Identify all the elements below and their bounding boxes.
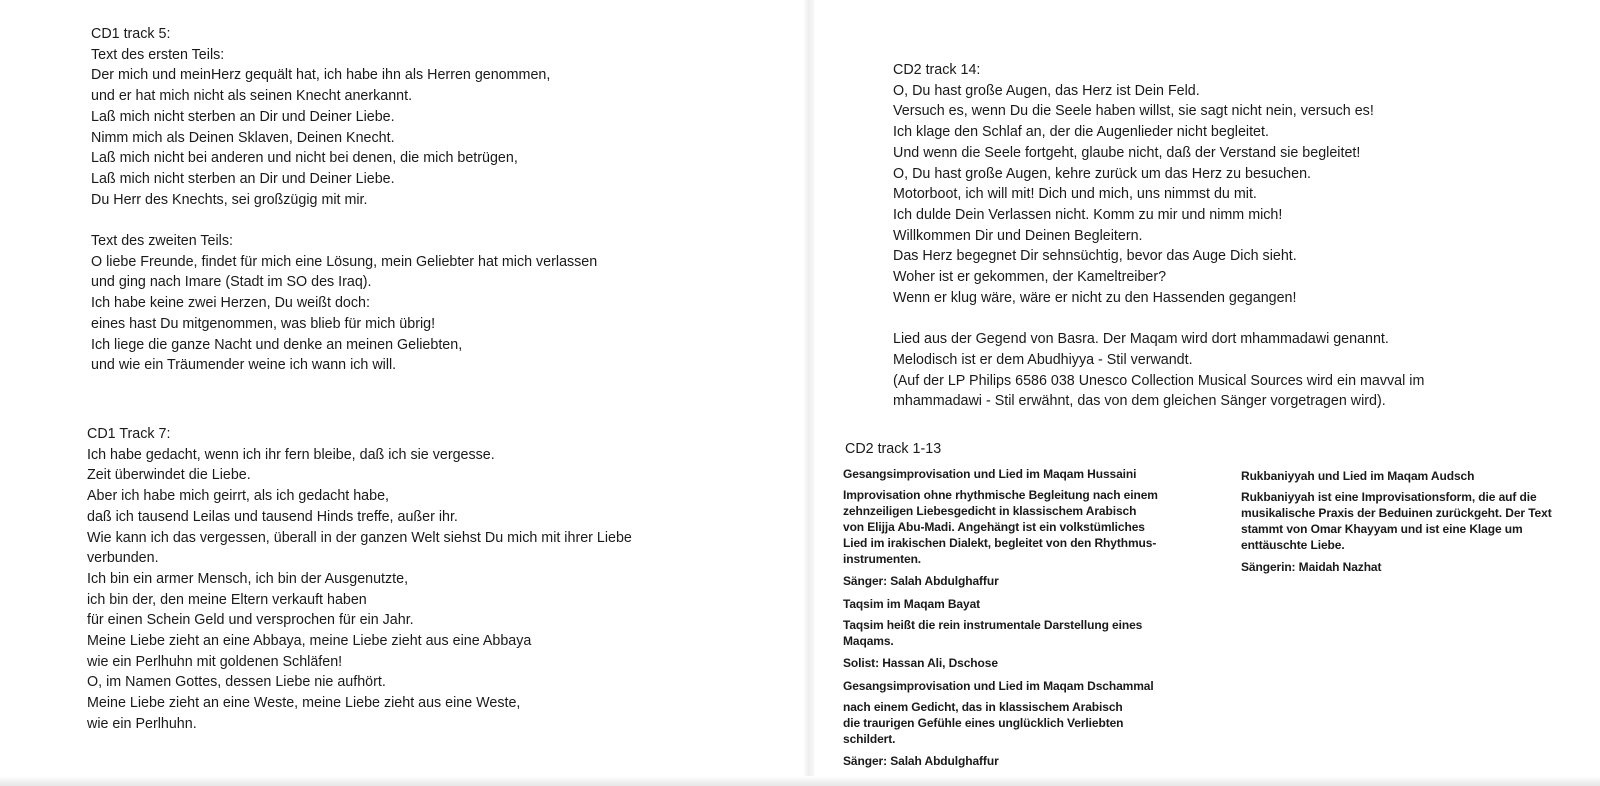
lyric-line: für einen Schein Geld und versprochen für ein Jahr. (87, 612, 414, 629)
lyric-line: Und wenn die Seele fortgeht, glaube nicht, daß der Verstand sie begleitet! (893, 144, 1361, 161)
lyric-line: Das Herz begegnet Dir sehnsüchtig, bevor das Auge Dich sieht. (893, 248, 1297, 265)
part1-heading: Text des ersten Teils: (91, 46, 225, 63)
lyric-line: Laß mich nicht sterben an Dir und Deiner Liebe. (91, 170, 395, 187)
lyric-line: Nimm mich als Deinen Sklaven, Deinen Knecht. (91, 129, 395, 146)
cd1-track5-heading: CD1 track 5: (91, 26, 171, 42)
lyric-line: Ich habe gedacht, wenn ich ihr fern bleibe, daß ich sie vergesse. (87, 446, 495, 463)
lyric-line: Ich liege die ganze Nacht und denke an meinen Geliebten, (91, 336, 463, 353)
item-title: Gesangsimprovisation und Lied im Maqam Dschammal (843, 679, 1154, 693)
lyric-line: Versuch es, wenn Du die Seele haben willst, sie sagt nicht nein, versuch es! (893, 103, 1374, 120)
lyric-line: verbunden. (87, 550, 159, 567)
note-line: Melodisch ist er dem Abudhiyya - Stil verwandt. (893, 351, 1193, 368)
item-title: Taqsim im Maqam Bayat (843, 597, 981, 611)
lyric-line: Motorboot, ich will mit! Dich und mich, uns nimmst du mit. (893, 186, 1257, 203)
cd1-track7-section (87, 424, 632, 735)
description-line: musikalische Praxis der Beduinen zurückgeht. Der Text (1241, 506, 1552, 520)
description-line: von Elijja Abu-Madi. Angehängt ist ein volkstümliches (843, 520, 1145, 534)
item-title: Gesangsimprovisation und Lied im Maqam Hussaini (843, 467, 1137, 481)
page-gutter (804, 0, 814, 786)
description-line: Rukbaniyyah ist eine Improvisationsform, die auf die (1241, 490, 1537, 504)
lyric-line: Ich klage den Schlaf an, der die Augenlieder nicht begleitet. (893, 124, 1269, 141)
item-credit: Sänger: Salah Abdulghaffur (843, 574, 999, 588)
cd1-track5-section (91, 24, 597, 376)
description-line: Maqams. (843, 634, 894, 648)
cd2-track1-13-heading: CD2 track 1-13 (845, 441, 942, 457)
lyric-line: Wie kann ich das vergessen, überall in der ganzen Welt siehst Du mich mit ihrer Liebe (87, 529, 632, 546)
lyric-line: und wie ein Träumender weine ich wann ich will. (91, 357, 397, 374)
lyric-line: und er hat mich nicht als seinen Knecht anerkannt. (91, 88, 413, 105)
lyric-line: eines hast Du mitgenommen, was blieb für mich übrig! (91, 315, 436, 332)
lyric-line: wie ein Perlhuhn. (87, 715, 197, 732)
lyric-line: Willkommen Dir und Deinen Begleitern. (893, 227, 1143, 244)
lyric-line: Der mich und meinHerz gequält hat, ich habe ihn als Herren genommen, (91, 67, 551, 84)
cd1-track7-heading: CD1 Track 7: (87, 426, 171, 442)
note-line: Lied aus der Gegend von Basra. Der Maqam wird dort mhammadawi genannt. (893, 331, 1389, 348)
item-credit: Sänger: Salah Abdulghaffur (843, 754, 999, 768)
lyric-line: Laß mich nicht bei anderen und nicht bei denen, die mich betrügen, (91, 150, 518, 167)
lyric-line: wie ein Perlhuhn mit goldenen Schläfen! (87, 653, 343, 670)
cd2-track14-heading: CD2 track 14: (893, 62, 981, 78)
lyric-line: Laß mich nicht sterben an Dir und Deiner Liebe. (91, 108, 395, 125)
lyric-line: und ging nach Imare (Stadt im SO des Iraq). (91, 274, 372, 291)
description-line: schildert. (843, 732, 896, 746)
description-line: die traurigen Gefühle eines unglücklich Verliebten (843, 716, 1124, 730)
lyric-line: Du Herr des Knechts, sei großzügig mit mir. (91, 191, 368, 208)
lyric-line: Ich dulde Dein Verlassen nicht. Komm zu mir und nimm mich! (893, 206, 1283, 223)
lyric-line: Ich habe keine zwei Herzen, Du weißt doch: (91, 295, 370, 312)
description-line: stammt von Omar Khayyam und ist eine Klage um (1241, 522, 1523, 536)
lyric-line: ich bin der, den meine Eltern verkauft haben (87, 591, 367, 608)
cd2-track14-section (893, 60, 1424, 412)
description-line: nach einem Gedicht, das in klassischem Arabisch (843, 700, 1123, 714)
item-description (843, 699, 1203, 747)
description-line: zehnzeiligen Liebesgedicht in klassischem Arabisch (843, 504, 1137, 518)
lyric-line: Aber ich habe mich geirrt, als ich gedacht habe, (87, 488, 389, 505)
lyric-line: O, Du hast große Augen, kehre zurück um das Herz zu besuchen. (893, 165, 1312, 182)
item-credit: Sängerin: Maidah Nazhat (1241, 560, 1382, 574)
item-title: Rukbaniyyah und Lied im Maqam Audsch (1241, 469, 1475, 483)
description-line: enttäuschte Liebe. (1241, 538, 1345, 552)
lyric-line: Zeit überwindet die Liebe. (87, 467, 251, 484)
note-line: (Auf der LP Philips 6586 038 Unesco Collection Musical Sources wird ein mavval im (893, 372, 1425, 389)
item-description (1241, 489, 1581, 553)
description-line: Lied im irakischen Dialekt, begleitet von den Rhythmus- (843, 536, 1157, 550)
note-line: mhammadawi - Stil erwähnt, das von dem gleichen Sänger vorgetragen wird). (893, 393, 1386, 410)
lyric-line: Woher ist er gekommen, der Kameltreiber? (893, 269, 1167, 286)
description-line: Taqsim heißt die rein instrumentale Darstellung eines (843, 618, 1143, 632)
part2-heading: Text des zweiten Teils: (91, 233, 233, 250)
lyric-line: Meine Liebe zieht an eine Abbaya, meine Liebe zieht aus eine Abbaya (87, 633, 532, 650)
bottom-edge (0, 776, 1600, 786)
description-line: instrumenten. (843, 552, 922, 566)
lyric-line: daß ich tausend Leilas und tausend Hinds treffe, außer ihr. (87, 508, 458, 525)
lyric-line: O, im Namen Gottes, dessen Liebe nie aufhört. (87, 674, 386, 691)
lyric-line: O, Du hast große Augen, das Herz ist Dein Feld. (893, 82, 1200, 99)
track-list-column-2 (1241, 468, 1581, 582)
lyric-line: Meine Liebe zieht an eine Weste, meine Liebe zieht aus eine Weste, (87, 695, 521, 712)
lyric-line: Wenn er klug wäre, wäre er nicht zu den Hassenden gegangen! (893, 289, 1297, 306)
lyric-line: Ich bin ein armer Mensch, ich bin der Ausgenutzte, (87, 570, 409, 587)
item-credit: Solist: Hassan Ali, Dschose (843, 656, 998, 670)
item-description (843, 617, 1203, 649)
description-line: Improvisation ohne rhythmische Begleitung nach einem (843, 488, 1158, 502)
track-list-column-1 (843, 466, 1203, 776)
item-description (843, 487, 1203, 567)
lyric-line: O liebe Freunde, findet für mich eine Lösung, mein Geliebter hat mich verlassen (91, 253, 598, 270)
